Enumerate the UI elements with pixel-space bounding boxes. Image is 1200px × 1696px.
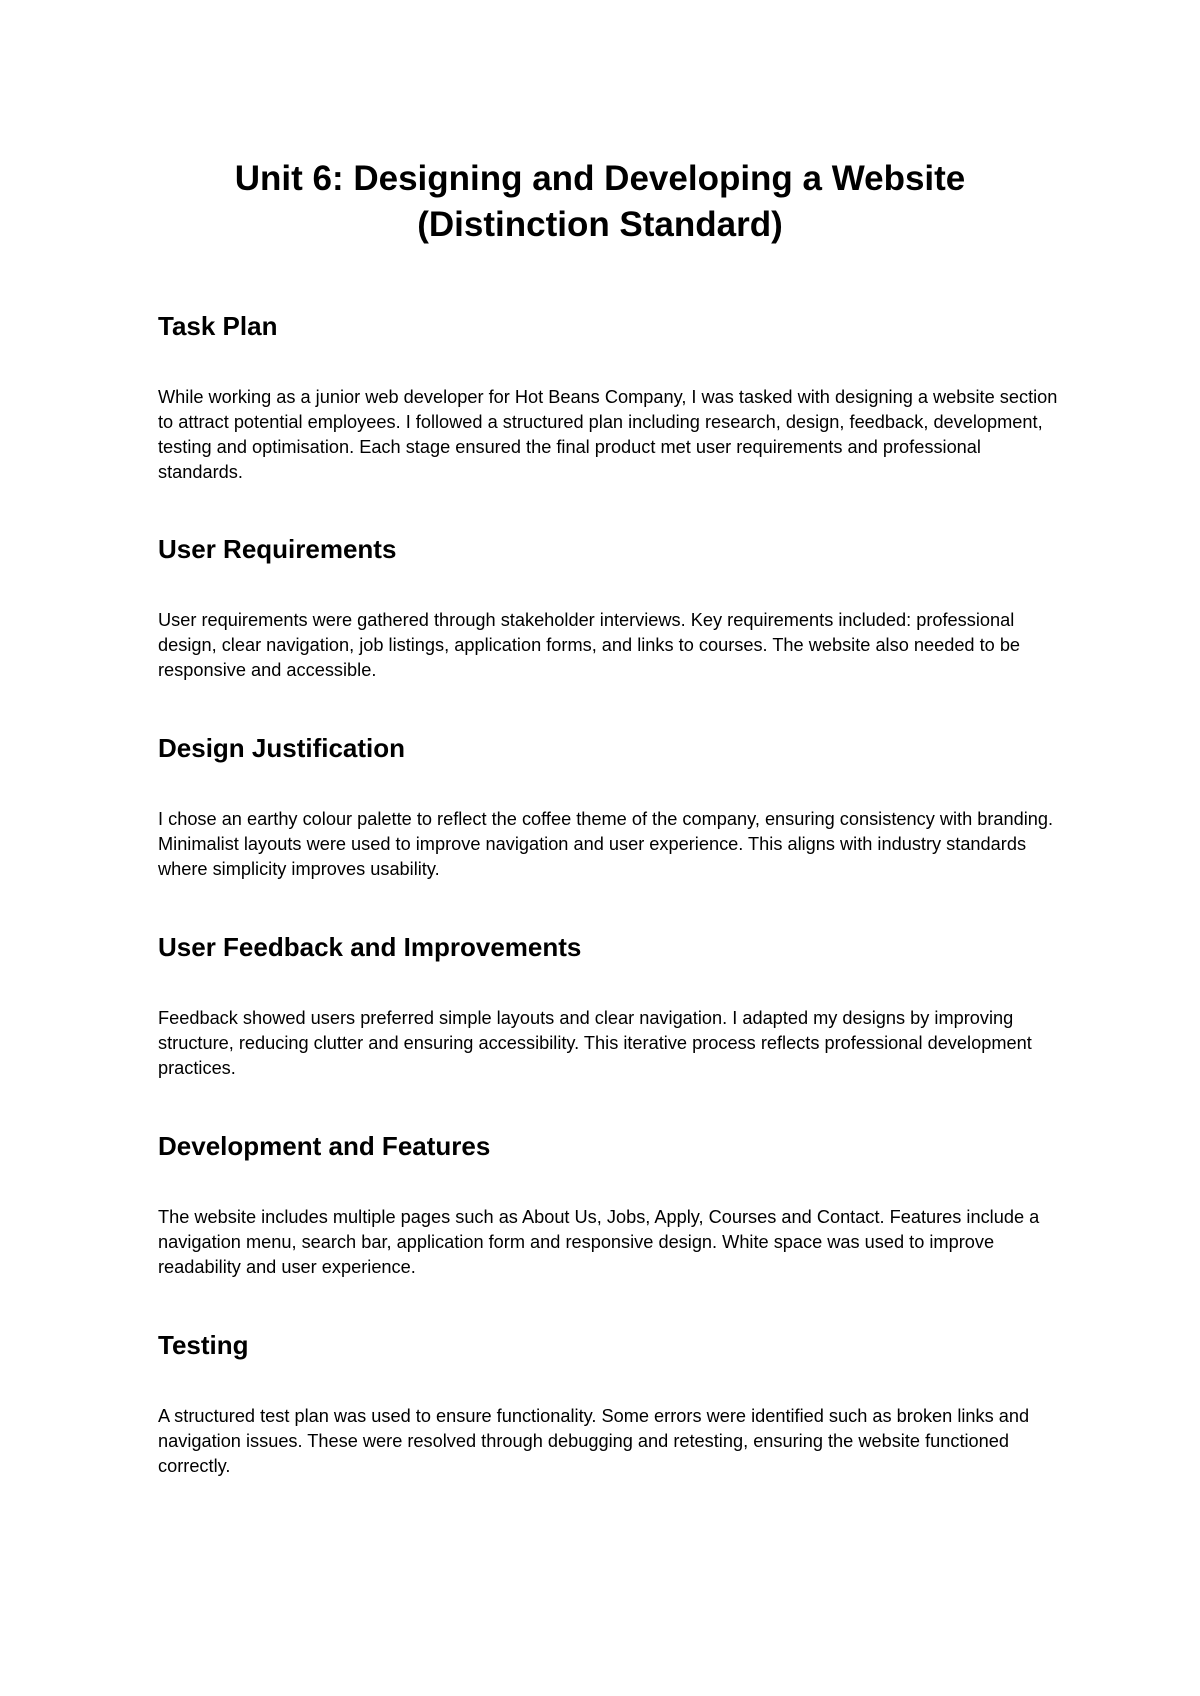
section-heading: User Feedback and Improvements (158, 932, 582, 962)
section-heading: Task Plan (158, 311, 278, 341)
section-development-features (158, 1130, 1058, 1280)
section-heading: Development and Features (158, 1131, 491, 1161)
section-heading: Testing (158, 1330, 249, 1360)
section-body: User requirements were gathered through stakeholder interviews. Key requirements included: professional design, clear navigation, job listings, application forms, and links to courses. The website also needed to be responsive and accessible. (158, 610, 1021, 680)
section-user-requirements (158, 533, 1058, 683)
document-title-line-2: (Distinction Standard) (417, 205, 783, 244)
section-testing (158, 1329, 1058, 1479)
section-body: The website includes multiple pages such as About Us, Jobs, Apply, Courses and Contact. Features include a navigation menu, search bar, application form and responsive design. White space was used to improve readability and user experience. (158, 1207, 1040, 1277)
section-design-justification (158, 732, 1058, 882)
section-user-feedback (158, 931, 1058, 1081)
section-body: While working as a junior web developer for Hot Beans Company, I was tasked with designing a website section to attract potential employees. I followed a structured plan including research, design, feedback, development, testing and optimisation. Each stage ensured the final product met user requirements and professional standards. (158, 387, 1058, 482)
section-heading: User Requirements (158, 534, 397, 564)
document-title-line-1: Unit 6: Designing and Developing a Website (234, 159, 966, 198)
section-heading: Design Justification (158, 733, 406, 763)
section-task-plan (158, 310, 1058, 485)
section-body: A structured test plan was used to ensure functionality. Some errors were identified such as broken links and navigation issues. These were resolved through debugging and retesting, ensuring the website functioned correctly. (158, 1406, 1030, 1476)
section-body: Feedback showed users preferred simple layouts and clear navigation. I adapted my designs by improving structure, reducing clutter and ensuring accessibility. This iterative process reflects professional development practices. (158, 1008, 1032, 1078)
document-title (0, 156, 1200, 248)
section-body: I chose an earthy colour palette to reflect the coffee theme of the company, ensuring consistency with branding. Minimalist layouts were used to improve navigation and user experience. This aligns with industry standards where simplicity improves usability. (158, 809, 1054, 879)
